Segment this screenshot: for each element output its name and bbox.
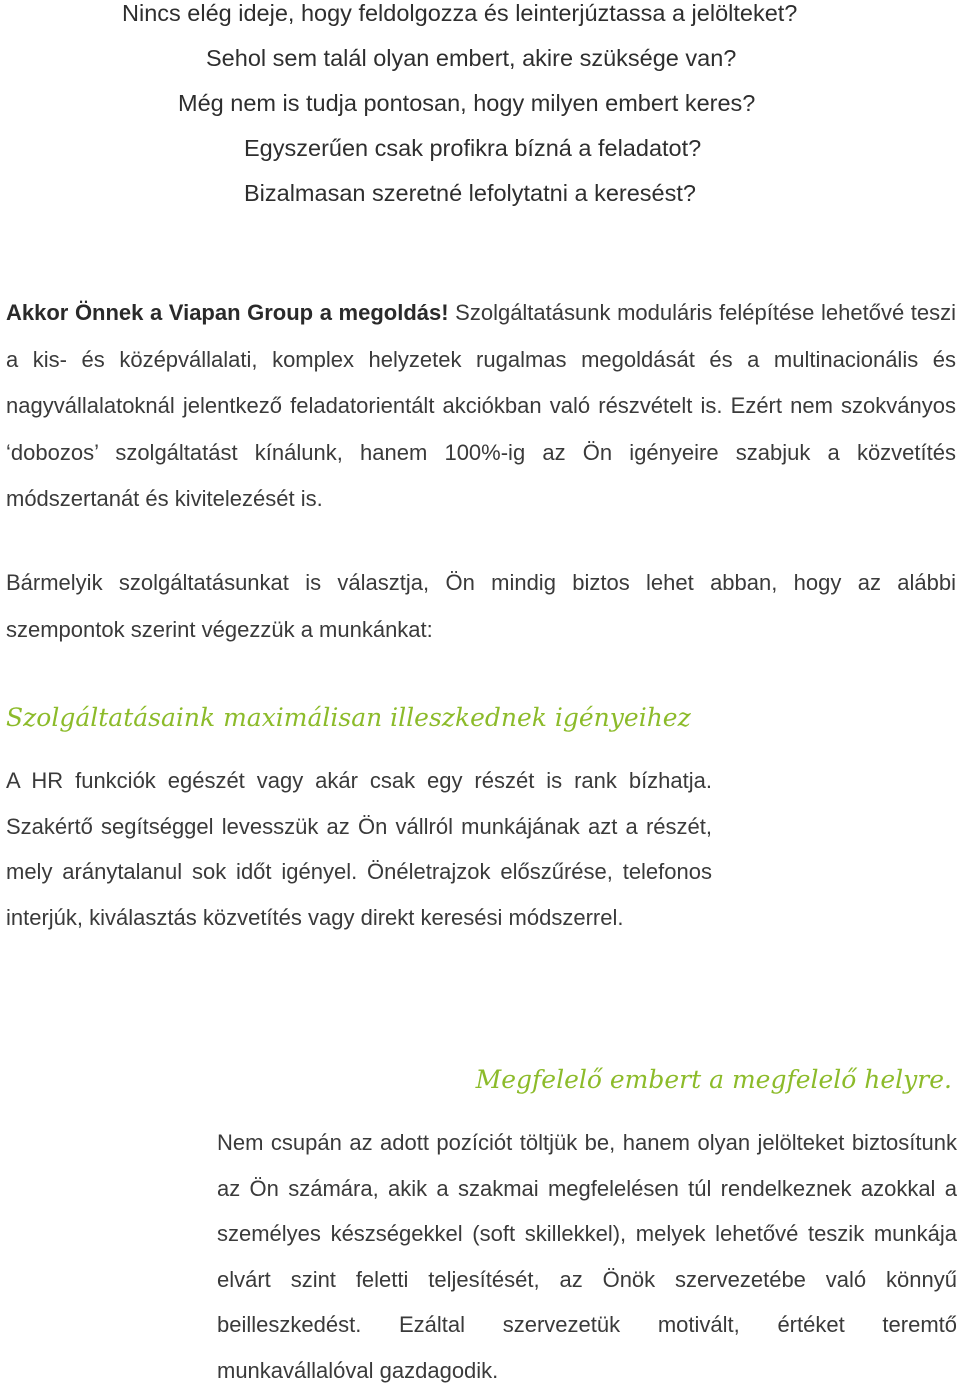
intro-paragraph [6, 290, 956, 523]
intro-body: Szolgáltatásunk moduláris felépítése lehetővé teszi a kis- és középvállalati, komplex helyzetek rugalmas megoldását és a multinacionális és nagyvállalatoknál jelentkező feladatorientált akciókban való részvételt is. Ezért nem szokványos ‘dobozos’ szolgáltatást kínálunk, hanem 100%-ig az Ön igényeire szabjuk a közvetítés módszertanát és kivitelezését is. [6, 300, 957, 511]
question-no-candidate: Sehol sem talál olyan embert, akire szüksége van? [206, 45, 737, 71]
section-body-right-person: Nem csupán az adott pozíciót töltjük be, hanem olyan jelölteket biztosítunk az Ön számára, akik a szakmai megfelelésen túl rendelkeznek azokkal a személyes készségekkel (soft skillekkel), melyek lehetővé teszik munkája elvárt szint feletti teljesítését, az Önök szervezetébe való könnyű beilleszkedést. Ezáltal szervezetük motivált, értéket teremtő munkavállalóval gazdagodik. [217, 1130, 957, 1383]
section-heading-right-person: Megfelelő embert a megfelelő helyre. [475, 1065, 952, 1094]
section-body-hr: A HR funkciók egészét vagy akár csak egy részét is rank bízhatja. Szakértő segítséggel levesszük az Ön vállról munkájának azt a részét, mely aránytalanul sok időt igényel. Önéletrajzok előszűrése, telefonos interjúk, kiválasztás közvetítés vagy direkt keresési módszerrel. [6, 768, 712, 930]
question-unsure-profile: Még nem is tudja pontosan, hogy milyen embert keres? [178, 90, 756, 116]
section-heading-fit: Szolgáltatásaink maximálisan illeszkednek igényeihez [6, 703, 691, 732]
question-professionals: Egyszerűen csak profikra bízná a feladatot? [244, 135, 702, 161]
criteria-intro-paragraph: Bármelyik szolgáltatásunkat is választja, Ön mindig biztos lehet abban, hogy az alábbi szempontok szerint végezzük a munkánkat: [6, 570, 956, 642]
question-time: Nincs elég ideje, hogy feldolgozza és leinterjúztassa a jelölteket? [122, 0, 798, 26]
intro-lead: Akkor Önnek a Viapan Group a megoldás! [6, 300, 449, 325]
question-confidential: Bizalmasan szeretné lefolytatni a keresést? [244, 180, 696, 206]
